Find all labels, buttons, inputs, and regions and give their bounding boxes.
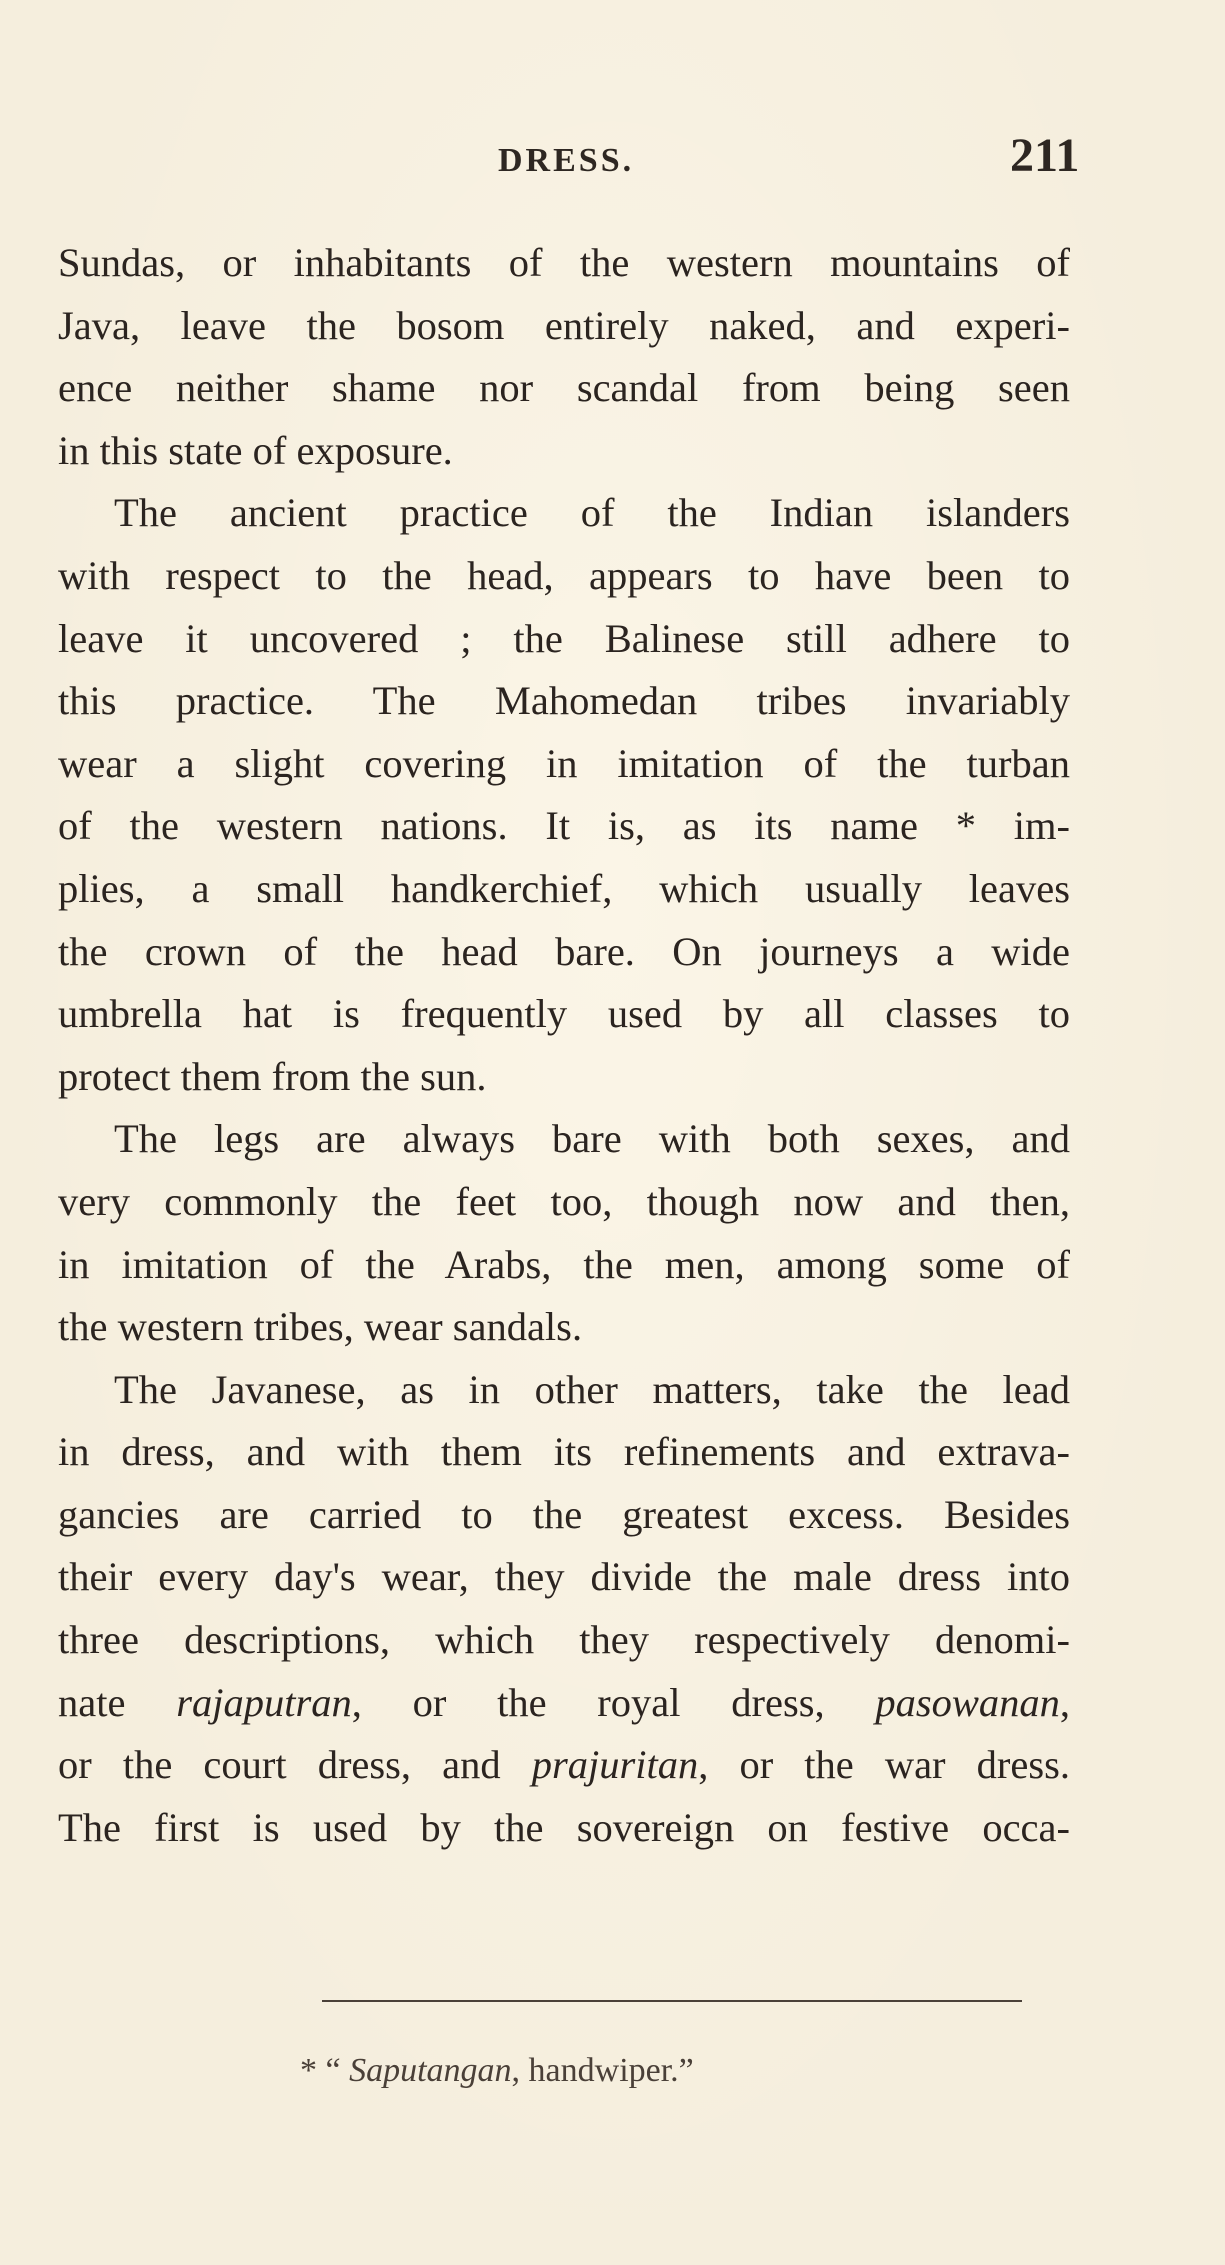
footnote-rule (322, 2000, 1022, 2002)
text-line: wear a slight covering in imitation of the turban (58, 740, 1070, 786)
text-line: The Javanese, as in other matters, take the lead (114, 1366, 1070, 1412)
text-line: The ancient practice of the Indian islanders (114, 490, 1070, 536)
text-line: protect them from the sun. (58, 1053, 487, 1099)
running-head (0, 128, 1225, 188)
text-line: leave it uncovered ; the Balinese still adhere to (58, 615, 1070, 661)
text-line: the western tribes, wear sandals. (58, 1304, 583, 1350)
text-line: in this state of exposure. (58, 427, 453, 473)
running-title: DRESS. (498, 142, 635, 179)
text-line: plies, a small handkerchief, which usually leaves (58, 865, 1070, 911)
text-run: or the court dress, and (58, 1742, 532, 1788)
javanese-term: prajuritan (531, 1742, 699, 1788)
text-run: , (1059, 1679, 1070, 1725)
footnote-marker: * “ (300, 2052, 350, 2089)
text-line: with respect to the head, appears to have been to (58, 552, 1070, 598)
text-line: very commonly the feet too, though now and then, (58, 1178, 1070, 1224)
footnote-text: , handwiper.” (511, 2052, 694, 2089)
footnote (300, 2052, 694, 2090)
text-line: Java, leave the bosom entirely naked, and experi- (58, 302, 1070, 348)
text-line: three descriptions, which they respectively denomi- (58, 1617, 1070, 1663)
text-line: Sundas, or inhabitants of the western mountains of (58, 240, 1070, 285)
text-line: ence neither shame nor scandal from being seen (58, 365, 1070, 411)
text-line: The first is used by the sovereign on festive occa- (58, 1804, 1070, 1850)
text-line: The legs are always bare with both sexes, and (114, 1116, 1070, 1162)
text-line (58, 1734, 1070, 1797)
footnote-term: Saputangan (349, 2052, 512, 2089)
text-line: in imitation of the Arabs, the men, among some of (58, 1241, 1070, 1287)
text-line: of the western nations. It is, as its name * im- (58, 803, 1070, 849)
text-run: , or the war dress. (698, 1742, 1070, 1788)
text-line: umbrella hat is frequently used by all classes to (58, 991, 1070, 1037)
text-line: the crown of the head bare. On journeys a wide (58, 928, 1070, 974)
text-line: gancies are carried to the greatest excess. Besides (58, 1491, 1070, 1537)
body-text (58, 232, 1070, 1859)
text-line: in dress, and with them its refinements and extrava- (58, 1429, 1070, 1475)
javanese-term: rajaputran (176, 1679, 352, 1725)
text-run: nate (58, 1679, 177, 1725)
javanese-term: pasowanan (875, 1679, 1060, 1725)
text-run: , or the royal dress, (351, 1679, 876, 1725)
text-line: their every day's wear, they divide the male dress into (58, 1554, 1070, 1600)
page-number: 211 (1010, 129, 1080, 182)
text-line: this practice. The Mahomedan tribes invariably (58, 678, 1070, 724)
text-line (58, 1672, 1070, 1735)
